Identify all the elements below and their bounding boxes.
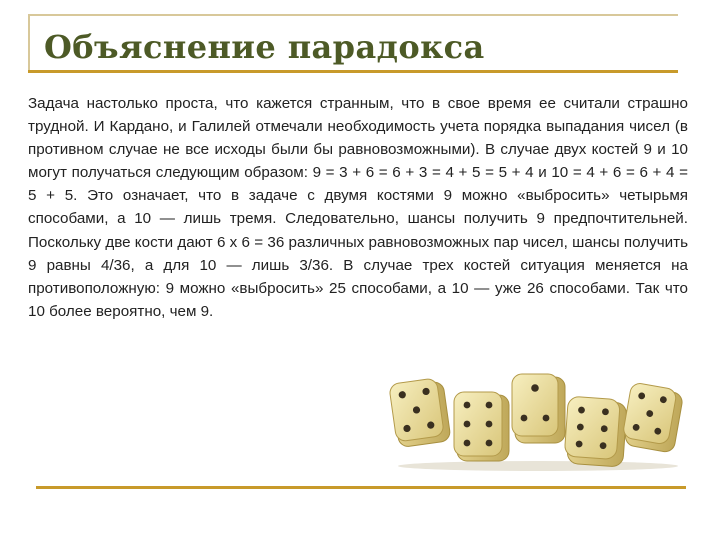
title-underline <box>28 70 678 73</box>
die-1-icon <box>389 377 451 448</box>
slide-title: Объяснение парадокса <box>44 28 485 66</box>
die-4-icon <box>564 396 628 467</box>
bottom-divider <box>36 486 686 489</box>
frame-left-border <box>28 14 30 72</box>
frame-top-border <box>28 14 678 16</box>
die-5-icon <box>621 382 684 453</box>
die-2-icon <box>454 392 509 461</box>
die-3-icon <box>512 374 565 443</box>
dice-illustration-icon <box>388 372 688 472</box>
slide-body-text: Задача настолько проста, что кажется странным, что в свое время ее считали страшно трудной. И Кардано, и Галилей отмечали необходимость учета порядка выпадания чисел (в противном случае не все исходы были бы равновозможными). В случае двух костей 9 и 10 могут получаться следующим образом: 9 = 3 + 6 = 6 + 3 = 4 + 5 = 5 + 4 и 10 = 4 + 6 = 6 + 4 = 5 + 5. Это означает, что в задаче с двумя костями 9 можно «выбросить» четырьмя способами, а 10 — лишь тремя. Следовательно, шансы получить 9 предпочтительней. Поскольку две кости дают 6 х 6 = 36 различных равновозможных пар чисел, шансы получить 9 равны 4/36, а для 10 — лишь 3/36. В случае трех костей ситуация меняется на противоположную: 9 можно «выбросить» 25 способами, а 10 — уже 26 способами. Так что 10 более вероятно, чем 9. <box>28 95 688 320</box>
